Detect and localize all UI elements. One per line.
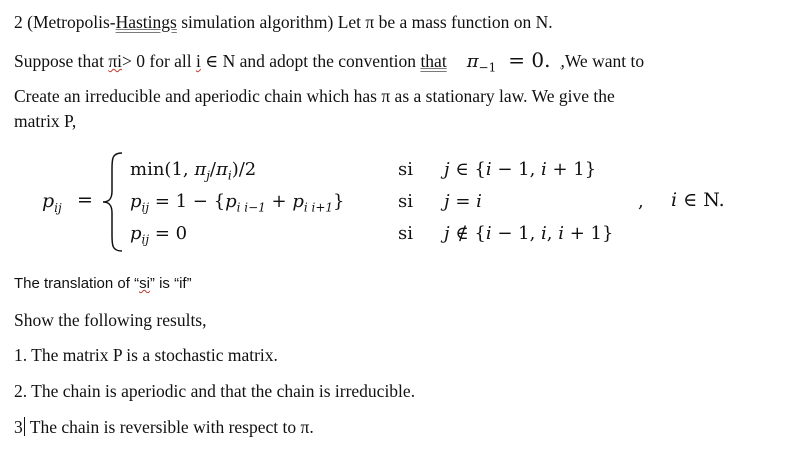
grammar-flag-that[interactable]: that xyxy=(420,51,447,71)
left-brace xyxy=(100,151,126,253)
list-item-2: 2. The chain is aperiodic and that the chain is irreducible. xyxy=(14,381,416,401)
matrix-comma: , xyxy=(638,191,644,212)
list-item-1: 1. The matrix P is a stochastic matrix. xyxy=(14,345,278,365)
translation-note: The translation of “si” is “if” xyxy=(14,275,192,292)
math-pi: π xyxy=(466,51,479,72)
spell-flag-i[interactable]: i xyxy=(196,51,201,71)
grammar-flag-comma[interactable]: , xyxy=(560,51,565,71)
matrix-lhs: $p_{ij}$ xyxy=(42,190,62,215)
matrix-row-3-expr: $p_{ij} = 0$ xyxy=(130,223,188,247)
matrix-intro-line: matrix P, xyxy=(14,111,77,131)
title-text: 2 (Metropolis- xyxy=(14,12,116,32)
matrix-row-1-cond: j ∈ {i − 1, i + 1} xyxy=(444,159,597,180)
assumption-line xyxy=(14,48,644,75)
list-item-3 xyxy=(14,417,314,438)
text-cursor xyxy=(24,417,25,436)
matrix-row-3-si: si xyxy=(398,223,413,244)
matrix-row-2-expr: $p_{ij} = 1 - \{p_{i i-1} + p_{i i+1}\}$ xyxy=(130,191,345,215)
matrix-row-2-si: si xyxy=(398,191,413,212)
matrix-row-2-cond: j = i xyxy=(444,191,482,212)
matrix-equals: = xyxy=(77,189,93,211)
text: > 0 for all xyxy=(122,51,197,71)
title-text-rest: simulation algorithm) Let π be a mass function on N. xyxy=(176,12,553,32)
show-line: Show the following results, xyxy=(14,310,207,330)
text: ∈ N and adopt the convention xyxy=(200,51,421,71)
matrix-row-1-si: si xyxy=(398,159,413,180)
goal-line: Create an irreducible and aperiodic chain which has π as a stationary law. We give the xyxy=(14,86,615,106)
spell-flag-si[interactable]: si xyxy=(139,275,150,292)
math-text: min(1, xyxy=(130,159,195,180)
matrix-domain: i ∈ N. xyxy=(671,189,725,211)
grammar-flag-hastings[interactable]: Hastings xyxy=(115,12,177,32)
spell-flag-pi-i[interactable]: πi xyxy=(108,51,123,71)
title-line xyxy=(14,12,553,33)
text: Suppose that xyxy=(14,51,109,71)
math-subscript: −1 xyxy=(478,60,497,75)
list-item-number: 3 xyxy=(14,417,23,437)
matrix-row-3-cond: j ∉ {i − 1, i, i + 1} xyxy=(444,223,614,244)
matrix-row-1-expr: min(1, $\pi_j/\pi_i)/2$ xyxy=(130,159,257,183)
text: We want to xyxy=(564,51,645,71)
list-item-text: The chain is reversible with respect to π. xyxy=(25,417,314,437)
math-equals-zero: = 0. xyxy=(508,48,551,72)
